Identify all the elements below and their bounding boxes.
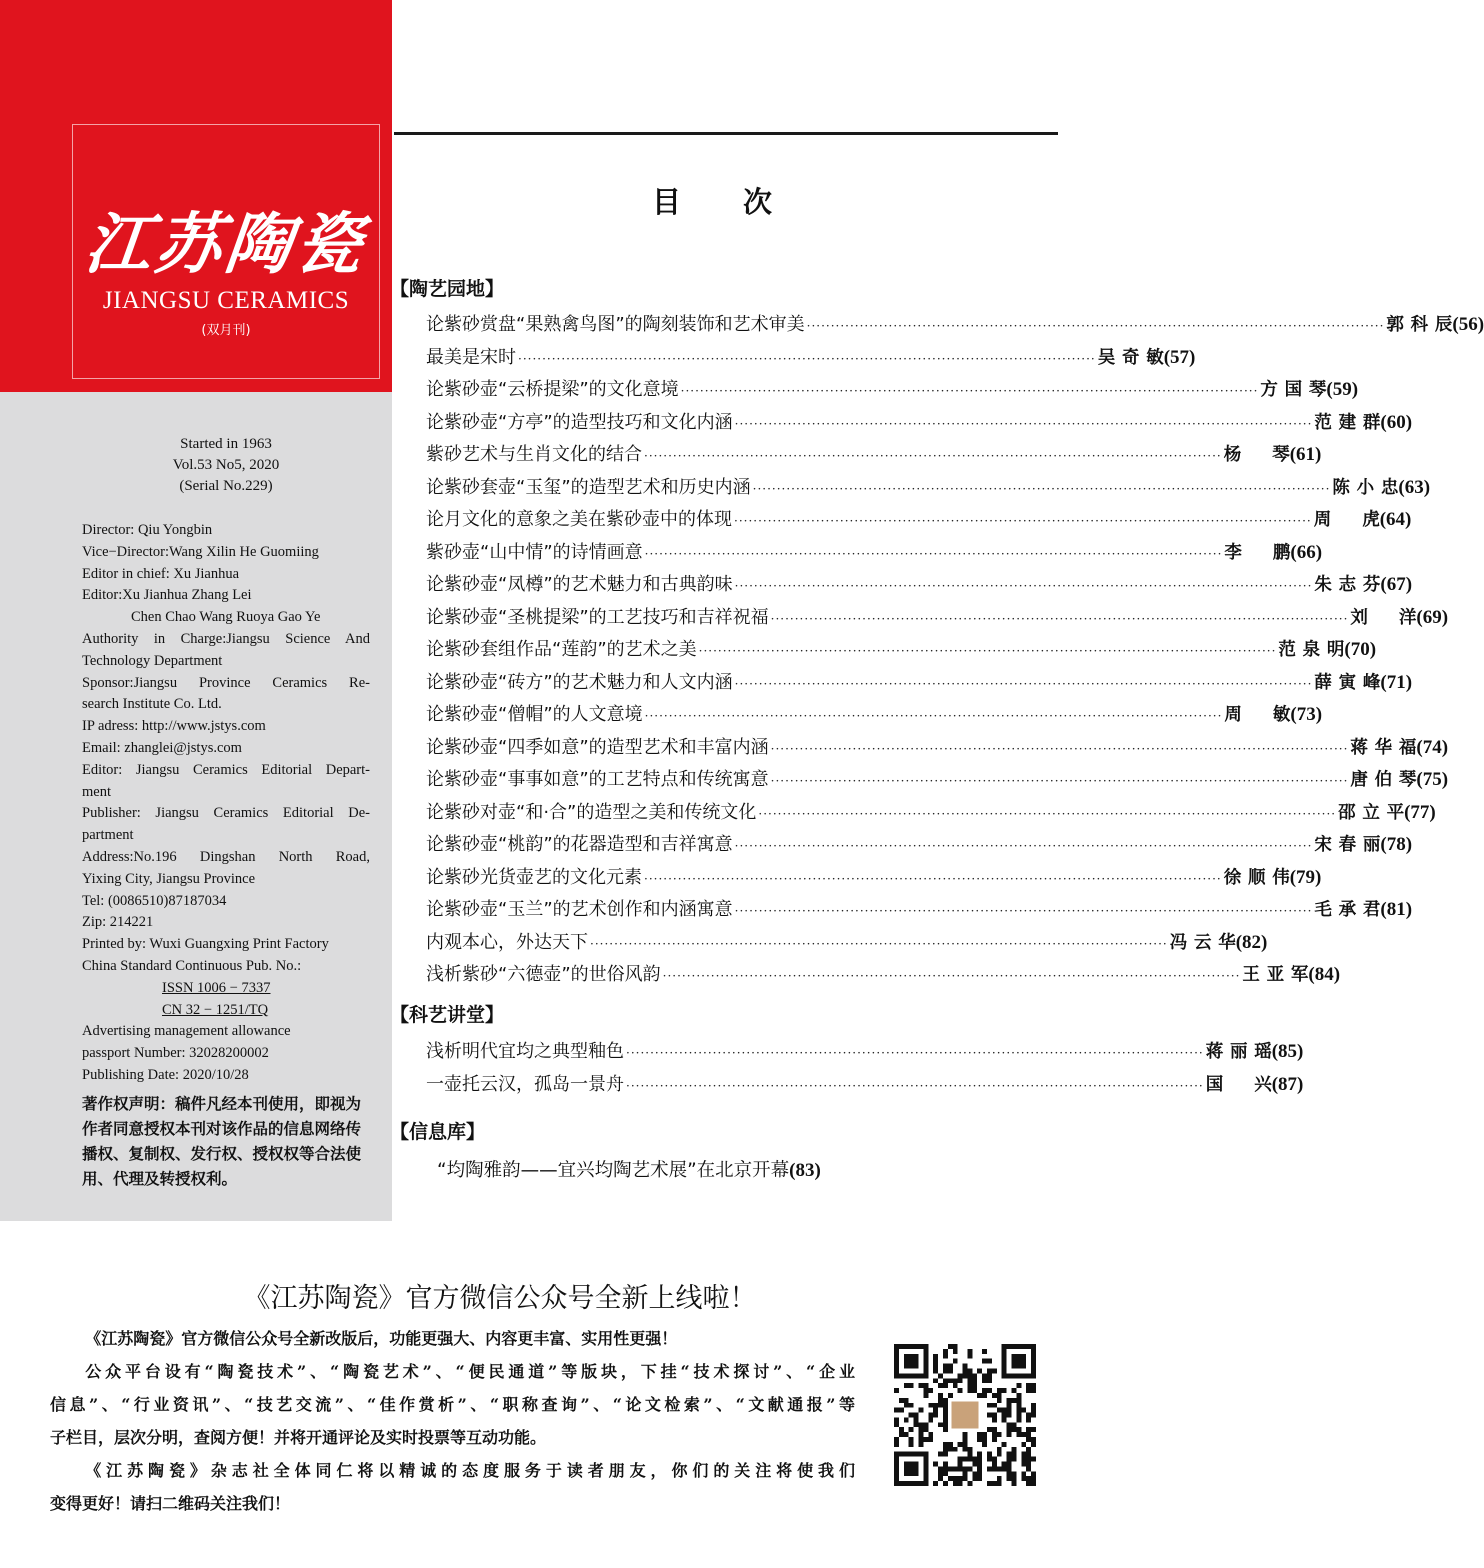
editors-cont: Chen Chao Wang Ruoya Gao Ye xyxy=(131,609,321,626)
entry-title: 论紫砂壶“砖方”的艺术魅力和人文内涵 xyxy=(426,671,733,693)
address: Address:No.196 Dingshan North Road, xyxy=(82,848,370,865)
issn-block xyxy=(82,978,370,1022)
entry-author: 杨琴 xyxy=(1223,445,1290,465)
entry-author-page xyxy=(1314,506,1412,531)
entry-author-page xyxy=(1350,766,1448,791)
entry-title: 论紫砂壶“云桥提梁”的文化意境 xyxy=(426,379,679,400)
entry-title: 论紫砂壶“凤樽”的艺术魅力和古典韵味 xyxy=(426,574,733,595)
entry-page: (85) xyxy=(1271,1041,1304,1062)
qr-code-icon[interactable] xyxy=(894,1344,1036,1486)
magazine-logo: 江苏陶瓷 xyxy=(81,205,370,283)
entry-page: (81) xyxy=(1380,899,1413,920)
toc-entry[interactable] xyxy=(426,473,1431,506)
entry-title: “均陶雅韵——宜兴均陶艺术展”在北京开幕 xyxy=(437,1160,790,1181)
entry-page: (77) xyxy=(1404,801,1436,823)
entry-title: 论紫砂壶“四季如意”的造型艺术和丰富内涵 xyxy=(426,736,769,758)
masthead-info xyxy=(82,520,370,1087)
entry-page: (73) xyxy=(1290,704,1323,725)
entry-author-page xyxy=(1332,474,1430,499)
entry-author: 刘洋 xyxy=(1350,607,1417,628)
toc-list-ceramic-garden xyxy=(426,310,1484,993)
entry-title: 紫砂艺术与生肖文化的结合 xyxy=(426,444,642,465)
entry-page: (56) xyxy=(1452,314,1484,335)
entry-author: 周虎 xyxy=(1313,510,1380,530)
entry-author: 周敏 xyxy=(1224,705,1291,725)
wechat-announcement xyxy=(50,1322,855,1520)
entry-title: 紫砂壶“山中情”的诗情画意 xyxy=(426,541,643,563)
entry-title: 论紫砂光货壶艺的文化元素 xyxy=(426,866,642,888)
entry-author-page xyxy=(1350,604,1448,629)
entry-author: 范泉明 xyxy=(1278,640,1345,660)
entry-page: (61) xyxy=(1289,444,1322,465)
entry-title: 论月文化的意象之美在紫砂壶中的体现 xyxy=(426,509,732,530)
entry-title: 浅析明代宜均之典型釉色 xyxy=(426,1041,624,1062)
entry-author-page xyxy=(1314,409,1412,434)
entry-title: 内观本心，外达天下 xyxy=(426,931,588,953)
started-year: Started in 1963 xyxy=(180,436,272,452)
entry-author: 邵立平 xyxy=(1338,802,1405,823)
dot-leader: ························································································································ xyxy=(644,546,1223,561)
dot-leader: ························································································································ xyxy=(518,351,1096,366)
entry-title: 最美是宋时 xyxy=(426,346,516,368)
entry-title: 论紫砂壶“方亭”的造型技巧和文化内涵 xyxy=(426,411,733,433)
entry-title: 论紫砂壶“桃韵”的花器造型和吉祥寓意 xyxy=(426,834,733,855)
masthead-gray-block xyxy=(0,392,392,1221)
zip-code: Zip: 214221 xyxy=(82,914,154,931)
entry-author-page xyxy=(1314,669,1412,694)
entry-author-page xyxy=(1314,571,1412,596)
announcement-para-2a: 公众平台设有“陶瓷技术”、“陶瓷艺术”、“便民通道”等版块，下挂“技术探讨”、“企业 xyxy=(85,1362,855,1381)
toc-entry[interactable] xyxy=(426,1037,1304,1070)
sponsor-cont: search Institute Co. Ltd. xyxy=(82,696,222,713)
toc-entry[interactable] xyxy=(426,1070,1304,1103)
entry-page: (83) xyxy=(789,1160,821,1181)
wechat-announcement-title: 《江苏陶瓷》官方微信公众号全新上线啦！ xyxy=(243,1283,757,1314)
email[interactable]: Email: zhanglei@jstys.com xyxy=(82,739,242,756)
section-heading-info-library: 【信息库】 xyxy=(390,1121,486,1143)
authority: Authority in Charge:Jiangsu Science And xyxy=(82,630,370,647)
entry-title: 论紫砂套壶“玉玺”的造型艺术和历史内涵 xyxy=(426,476,751,498)
toc-entry[interactable] xyxy=(426,635,1377,668)
toc-entry[interactable] xyxy=(426,830,1413,863)
dot-leader: ························································································································ xyxy=(734,676,1313,691)
publication-frequency: (双月刊) xyxy=(201,323,251,338)
entry-author: 冯云华 xyxy=(1169,932,1236,953)
sponsor: Sponsor:Jiangsu Province Ceramics Re- xyxy=(82,674,370,691)
entry-author-page xyxy=(1224,441,1322,466)
toc-entry[interactable] xyxy=(426,538,1323,571)
entry-title: 论紫砂壶“事事如意”的工艺特点和传统寓意 xyxy=(426,769,769,790)
entry-author-page xyxy=(1314,896,1412,921)
entry-author-page xyxy=(1224,701,1322,726)
entry-author: 朱志芬 xyxy=(1314,575,1381,595)
entry-title: 论紫砂壶“玉兰”的艺术创作和内涵寓意 xyxy=(426,899,733,920)
dot-leader: ························································································································ xyxy=(806,319,1385,333)
toc-entry[interactable] xyxy=(426,798,1436,831)
entry-page: (69) xyxy=(1416,606,1449,628)
ad-passport: passport Number: 32028200002 xyxy=(82,1045,269,1062)
entry-page: (84) xyxy=(1308,964,1341,985)
entry-author: 唐伯琴 xyxy=(1350,770,1417,790)
toc-entry[interactable] xyxy=(426,863,1322,896)
dot-leader: ························································································································ xyxy=(734,579,1313,593)
dot-leader: ························································································································ xyxy=(644,709,1223,723)
entry-author: 李鹏 xyxy=(1224,542,1291,563)
dot-leader: ························································································································ xyxy=(698,644,1277,658)
editors: Editor:Xu Jianhua Zhang Lei xyxy=(82,587,252,604)
toc-entry[interactable] xyxy=(437,1156,821,1182)
entry-author: 郭科辰 xyxy=(1386,315,1453,335)
entry-author: 国兴 xyxy=(1205,1074,1272,1095)
dot-leader: ························································································································ xyxy=(734,904,1313,918)
entry-title: 论紫砂赏盘“果熟禽鸟图”的陶刻装饰和艺术审美 xyxy=(426,314,805,335)
director: Director: Qiu Yongbin xyxy=(82,522,213,538)
entry-title: 浅析紫砂“六德壶”的世俗风韵 xyxy=(426,964,661,985)
entry-page: (78) xyxy=(1380,834,1413,855)
entry-author-page xyxy=(1314,831,1412,856)
entry-author-page xyxy=(1170,929,1268,954)
toc-entry[interactable] xyxy=(426,408,1413,441)
entry-author-page xyxy=(1206,1038,1304,1063)
entry-author: 方国琴 xyxy=(1260,380,1327,400)
entry-page: (75) xyxy=(1416,769,1449,790)
dot-leader: ························································································································ xyxy=(770,774,1349,788)
toc-entry[interactable] xyxy=(426,733,1449,766)
entry-page: (63) xyxy=(1398,476,1431,498)
entry-author: 薛寅峰 xyxy=(1314,672,1381,693)
entry-author-page xyxy=(1260,376,1358,401)
announcement-para-2b: 信息”、“行业资讯”、“技艺交流”、“佳作赏析”、“职称查询”、“论文检索”、“文献通报”等 xyxy=(50,1395,855,1414)
entry-author-page xyxy=(1224,864,1322,889)
entry-author: 毛承君 xyxy=(1314,900,1381,920)
entry-author: 陈小忠 xyxy=(1332,477,1399,498)
authority-cont: Technology Department xyxy=(82,652,223,669)
entry-page: (66) xyxy=(1290,541,1323,563)
entry-author-page xyxy=(1386,311,1484,336)
entry-title: 一壶托云汉，孤岛一景舟 xyxy=(426,1073,624,1095)
cn-number: CN 32 − 1251/TQ xyxy=(162,1001,269,1018)
dot-leader: ························································································································ xyxy=(626,1046,1204,1060)
dot-leader: ························································································································ xyxy=(680,384,1259,398)
dot-leader: ························································································································ xyxy=(734,839,1313,853)
toc-entry[interactable] xyxy=(426,765,1449,798)
publisher-cont: partment xyxy=(82,827,134,844)
issue-info xyxy=(0,434,452,497)
dot-leader: ························································································································ xyxy=(662,969,1241,983)
toc-entry[interactable] xyxy=(426,310,1484,343)
top-rule xyxy=(394,132,1058,135)
entry-author: 宋春丽 xyxy=(1314,835,1381,855)
volume-number: Vol.53 No5, 2020 xyxy=(172,457,280,473)
entry-title: 论紫砂壶“圣桃提梁”的工艺技巧和吉祥祝福 xyxy=(426,606,769,628)
dot-leader: ························································································································ xyxy=(752,481,1331,496)
copyright-notice: 著作权声明：稿件凡经本刊使用，即视为作者同意授权本刊对该作品的信息网络传播权、复制权、发行权、授权权等合法使用、代理及转授权利。 xyxy=(82,1095,362,1188)
toc-entry[interactable] xyxy=(426,668,1413,701)
entry-page: (64) xyxy=(1379,509,1412,530)
masthead-red-block xyxy=(0,0,392,392)
pub-number-label: China Standard Continuous Pub. No.: xyxy=(82,957,302,974)
toc-entry[interactable] xyxy=(426,895,1413,928)
dot-leader: ························································································································ xyxy=(734,416,1313,431)
entry-author-page xyxy=(1338,799,1436,824)
entry-page: (79) xyxy=(1289,866,1322,888)
dot-leader: ························································································································ xyxy=(770,741,1349,756)
toc-entry[interactable] xyxy=(426,603,1449,636)
entry-page: (82) xyxy=(1235,931,1268,953)
toc-entry[interactable] xyxy=(426,928,1268,961)
announcement-para-2c: 子栏目，层次分明，查阅方便！并将开通评论及实时投票等互动功能。 xyxy=(50,1428,547,1447)
address-cont: Yixing City, Jiangsu Province xyxy=(82,870,256,887)
section-heading-ceramic-garden: 【陶艺园地】 xyxy=(390,278,505,300)
entry-page: (70) xyxy=(1344,639,1377,660)
dot-leader: ························································································································ xyxy=(770,611,1349,626)
dot-leader: ························································································································ xyxy=(758,806,1337,821)
editor-dept-cont: ment xyxy=(82,783,111,800)
vice-director: Vice−Director:Wang Xilin He Guomiing xyxy=(82,543,319,560)
editor-dept: Editor: Jiangsu Ceramics Editorial Depart- xyxy=(82,761,370,778)
toc-entry[interactable] xyxy=(426,343,1196,376)
entry-author-page xyxy=(1350,734,1448,759)
dot-leader: ························································································································ xyxy=(644,449,1222,463)
entry-title: 论紫砂对壶“和·合”的造型之美和传统文化 xyxy=(426,801,757,823)
toc-entry[interactable] xyxy=(426,960,1341,993)
entry-author-page xyxy=(1278,636,1376,661)
publishing-date: Publishing Date: 2020/10/28 xyxy=(82,1066,249,1083)
announcement-para-3a: 《江苏陶瓷》杂志社全体同仁将以精诚的态度服务于读者朋友，你们的关注将使我们 xyxy=(85,1461,855,1480)
ad-allowance: Advertising management allowance xyxy=(82,1023,291,1040)
dot-leader: ························································································································ xyxy=(590,936,1168,951)
entry-author-page xyxy=(1098,344,1196,369)
entry-page: (71) xyxy=(1380,671,1413,693)
issn: ISSN 1006 − 7337 xyxy=(162,979,271,996)
publisher: Publisher: Jiangsu Ceramics Editorial De- xyxy=(82,805,370,822)
section-heading-science-lecture: 【科艺讲堂】 xyxy=(390,1004,505,1026)
entry-page: (60) xyxy=(1380,411,1413,433)
entry-author: 王亚军 xyxy=(1242,965,1309,985)
editor-in-chief: Editor in chief: Xu Jianhua xyxy=(82,565,240,582)
entry-author: 蒋丽瑶 xyxy=(1205,1042,1272,1062)
toc-entry[interactable] xyxy=(426,570,1413,603)
announcement-para-3b: 变得更好！请扫二维码关注我们！ xyxy=(50,1494,291,1513)
entry-page: (59) xyxy=(1326,379,1359,400)
dot-leader: ························································································································ xyxy=(626,1078,1204,1093)
toc-entry[interactable] xyxy=(426,505,1412,538)
dot-leader: ························································································································ xyxy=(734,514,1312,528)
entry-author-page xyxy=(1206,1071,1304,1096)
toc-entry[interactable] xyxy=(426,375,1359,408)
toc-title: 目 次 xyxy=(652,185,775,219)
printer: Printed by: Wuxi Guangxing Print Factory xyxy=(82,936,329,953)
ip-address[interactable]: IP adress: http://www.jstys.com xyxy=(82,718,266,735)
logo-frame xyxy=(72,124,380,379)
entry-title: 论紫砂套组作品“莲韵”的艺术之美 xyxy=(426,639,697,660)
entry-page: (67) xyxy=(1380,574,1413,595)
dot-leader: ························································································································ xyxy=(644,871,1222,886)
entry-page: (57) xyxy=(1163,346,1196,368)
entry-author: 吴奇敏 xyxy=(1097,347,1164,368)
entry-author: 范建群 xyxy=(1314,412,1381,433)
entry-author: 徐顺伟 xyxy=(1223,867,1290,888)
toc-entry[interactable] xyxy=(426,440,1322,473)
toc-list-science-lecture xyxy=(426,1037,1304,1102)
serial-number: (Serial No.229) xyxy=(179,478,273,494)
telephone: Tel: (0086510)87187034 xyxy=(82,892,227,909)
announcement-para-1: 《江苏陶瓷》官方微信公众号全新改版后，功能更强大、内容更丰富、实用性更强！ xyxy=(85,1329,678,1348)
magazine-english-name: JIANGSU CERAMICS xyxy=(102,287,350,314)
entry-page: (74) xyxy=(1416,736,1449,758)
entry-author-page xyxy=(1242,961,1340,986)
toc-entry[interactable] xyxy=(426,700,1323,733)
entry-title: 论紫砂壶“僧帽”的人文意境 xyxy=(426,704,643,725)
entry-page: (87) xyxy=(1271,1073,1304,1095)
entry-author: 蒋华福 xyxy=(1350,737,1417,758)
entry-author-page xyxy=(1224,539,1322,564)
